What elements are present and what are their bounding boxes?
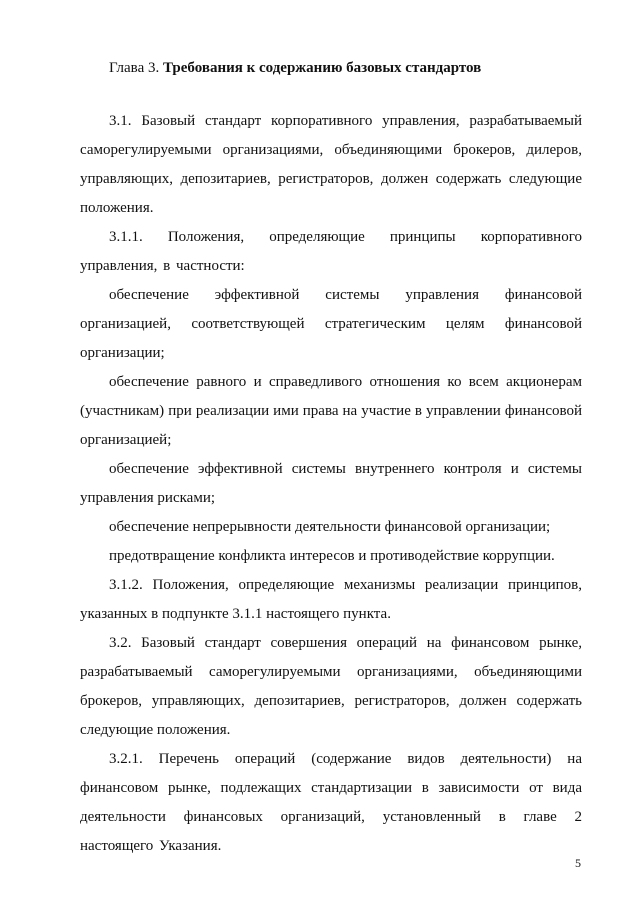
- paragraph-3-1-2: 3.1.2. Положения, определяющие механизмы реализации принципов, указанных в подпункте 3.1.1 настоящего пункта.: [80, 577, 582, 622]
- list-item-equal-treatment: обеспечение равного и справедливого отношения ко всем акционерам (участникам) при реализации ими права на участие в управлении финансовой организацией;: [80, 374, 582, 448]
- list-item-effective-management: обеспечение эффективной системы управления финансовой организацией, соответствующей стратегическим целям финансовой организации;: [80, 287, 582, 361]
- paragraph-3-1-1: 3.1.1. Положения, определяющие принципы корпоративного управления, в частности:: [80, 229, 582, 274]
- paragraph-3-2-1: 3.2.1. Перечень операций (содержание видов деятельности) на финансовом рынке, подлежащих стандартизации в зависимости от вида деятельности финансовых организаций, установленный в главе 2 настоящего Указания.: [80, 751, 582, 854]
- chapter-heading: [109, 58, 481, 78]
- document-body: [80, 107, 582, 861]
- list-item-internal-control: обеспечение эффективной системы внутреннего контроля и системы управления рисками;: [80, 461, 582, 506]
- list-item-conflict-prevention: предотвращение конфликта интересов и противодействие коррупции.: [109, 548, 555, 564]
- chapter-heading-title: Требования к содержанию базовых стандартов: [162, 60, 482, 76]
- paragraph-3-1: 3.1. Базовый стандарт корпоративного управления, разрабатываемый саморегулируемыми организациями, объединяющими брокеров, дилеров, управляющих, депозитариев, регистраторов, должен содержать следующие положения.: [80, 113, 582, 216]
- paragraph-3-2: 3.2. Базовый стандарт совершения операций на финансовом рынке, разрабатываемый саморегулируемыми организациями, объединяющими брокеров, управляющих, депозитариев, регистраторов, должен содержать следующие положения.: [80, 635, 582, 738]
- page-number: 5: [575, 856, 581, 870]
- chapter-heading-prefix: Глава 3.: [109, 60, 163, 76]
- list-item-continuity: обеспечение непрерывности деятельности финансовой организации;: [109, 519, 551, 535]
